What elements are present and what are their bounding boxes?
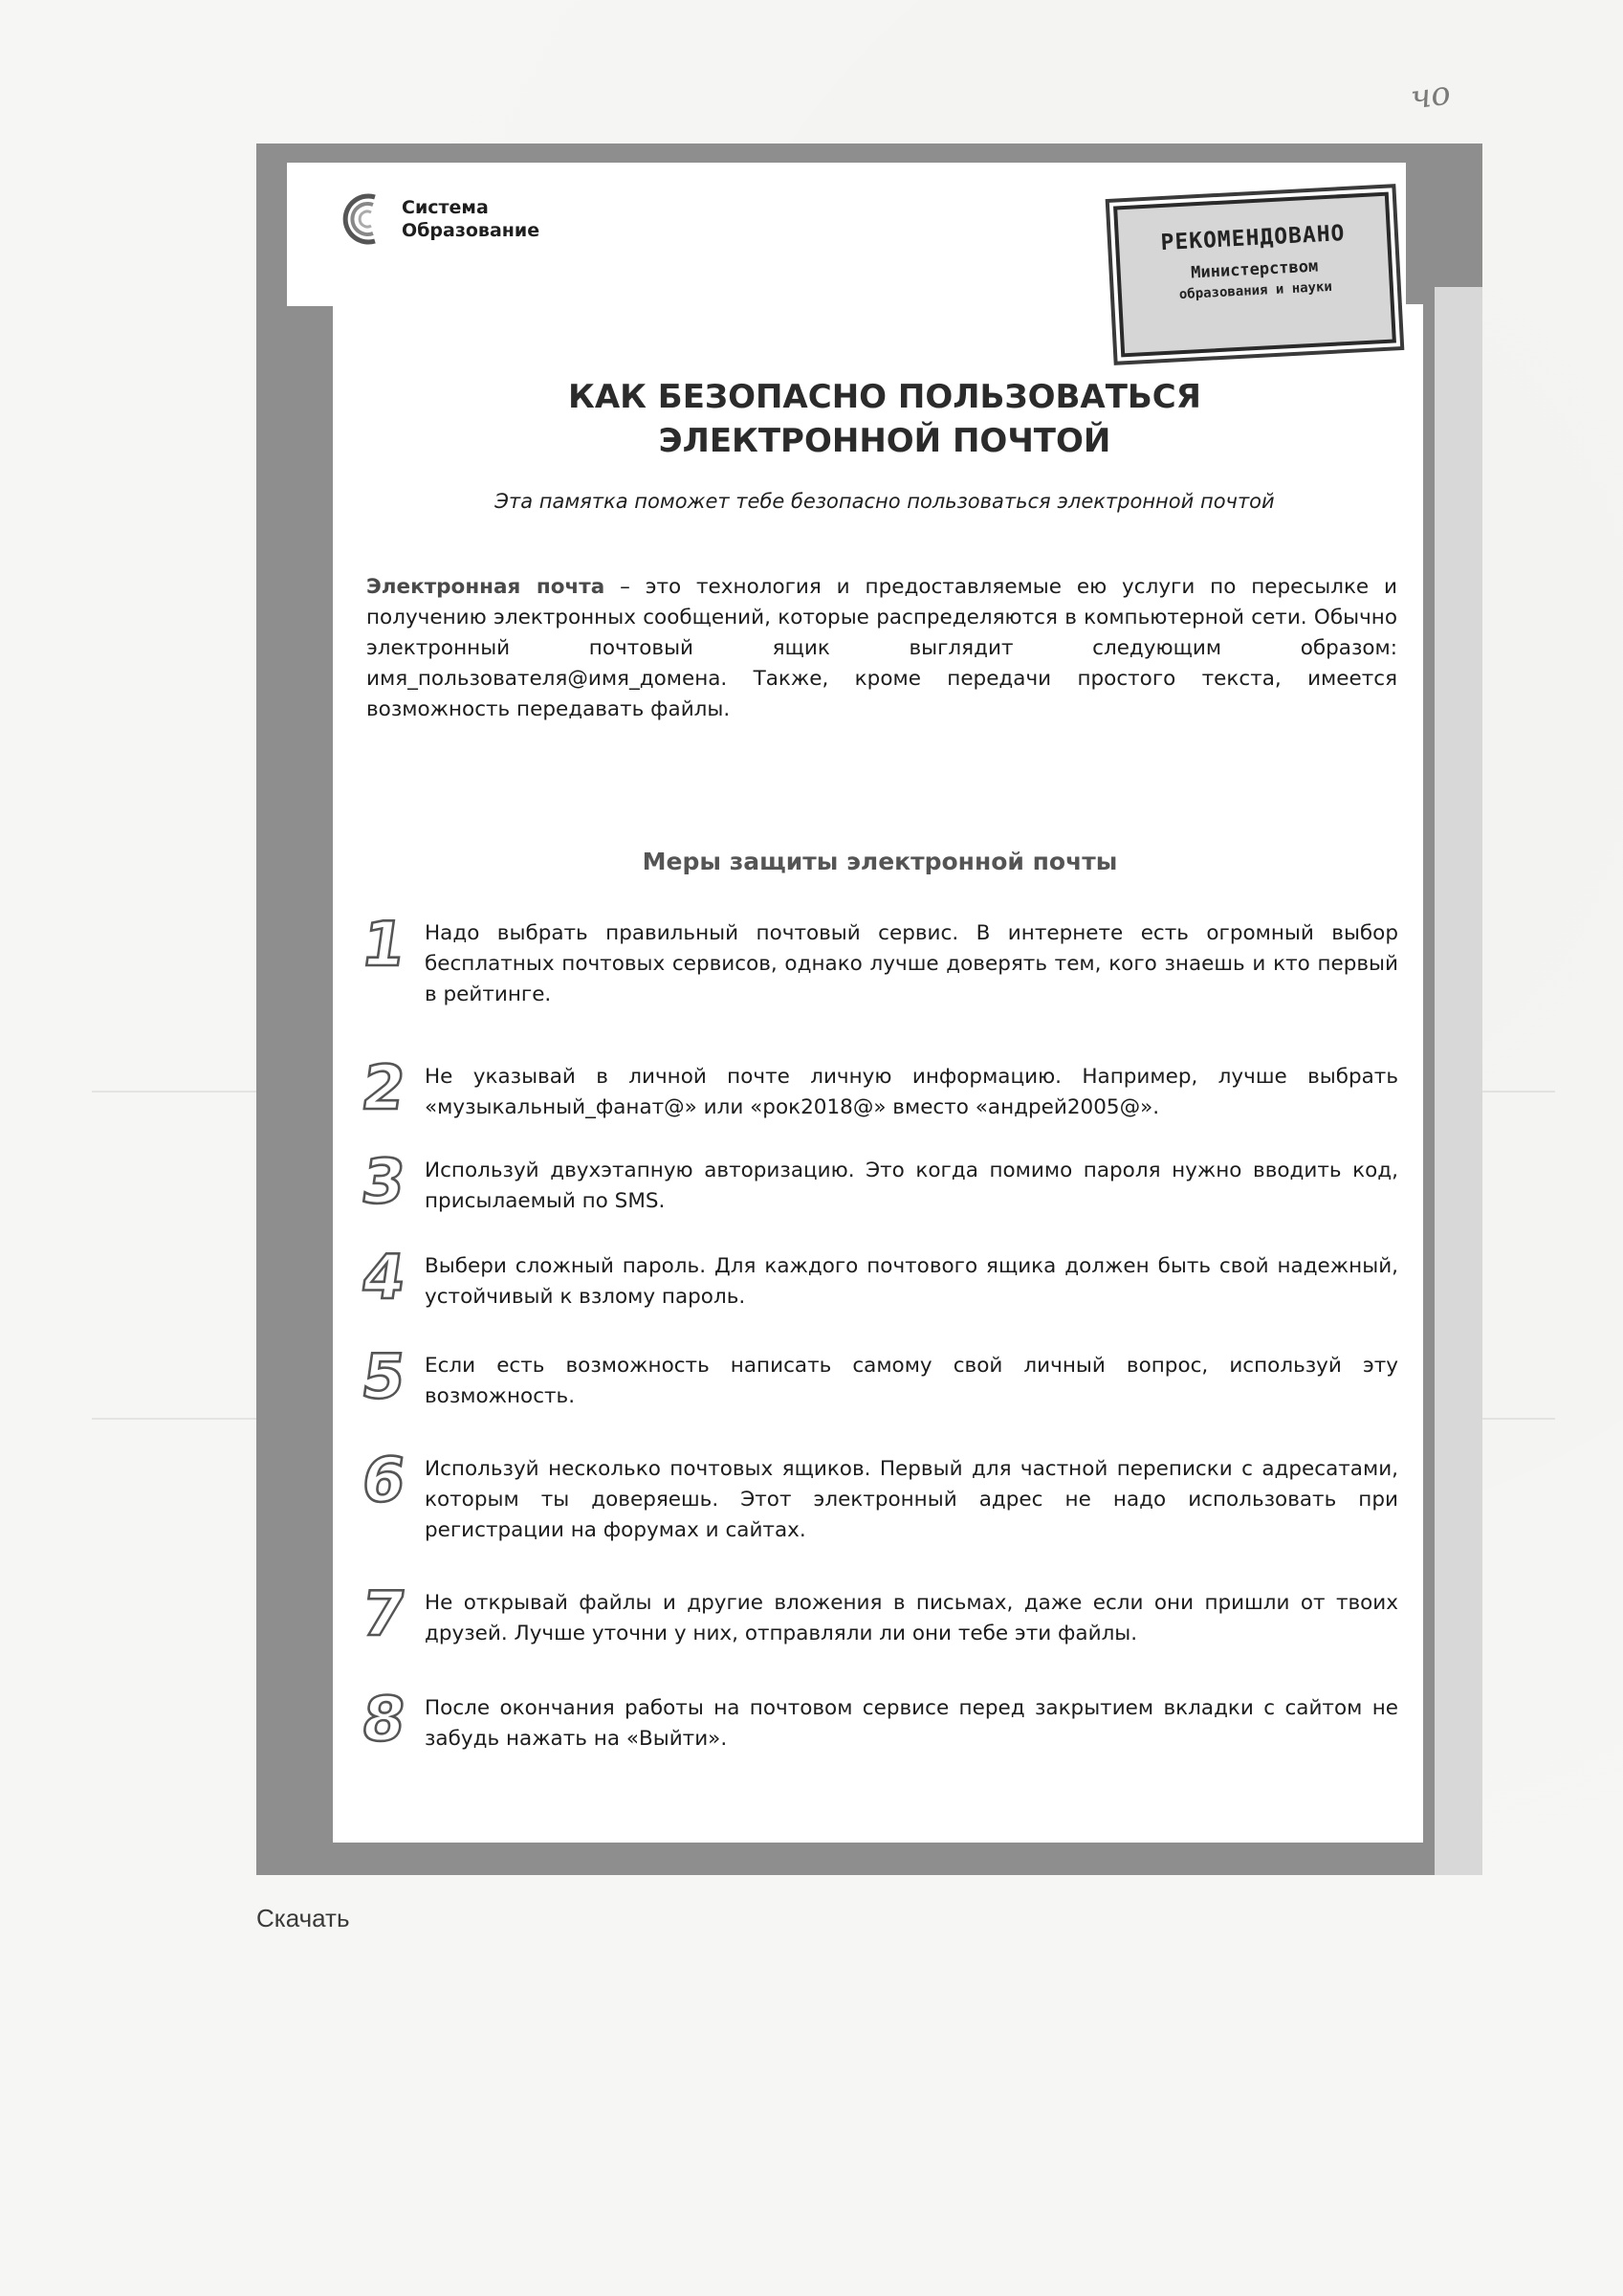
document-title-line1: КАК БЕЗОПАСНО ПОЛЬЗОВАТЬСЯ bbox=[568, 378, 1201, 416]
logo-icon bbox=[337, 191, 392, 247]
intro-body: – это технология и предоставляемые ею услуги по пересылке и получению электронных сообщений, которые распределяются в компьютерной сети. Обычно электронный почтовый ящик выглядит следующим образом: имя_пользователя@имя_домена. Также, кроме передачи простого текста, имеется возможность передавать файлы. bbox=[366, 575, 1397, 721]
intro-term: Электронная почта bbox=[366, 575, 605, 599]
rule-number: 3 bbox=[357, 1147, 410, 1218]
document-title-line2: ЭЛЕКТРОННОЙ ПОЧТОЙ bbox=[658, 422, 1111, 460]
recommended-stamp bbox=[1113, 192, 1396, 358]
document-title bbox=[440, 375, 1329, 463]
rule-text: После окончания работы на почтовом сервисе перед закрытием вкладки с сайтом не забудь нажать на «Выйти». bbox=[425, 1696, 1398, 1751]
rule-text: Используй несколько почтовых ящиков. Первый для частной переписки с адресатами, которым ты доверяешь. Этот электронный адрес не надо использовать при регистрации на форумах и сайтах. bbox=[425, 1457, 1398, 1542]
download-link[interactable]: Скачать bbox=[256, 1904, 350, 1932]
rule-item bbox=[356, 1685, 1400, 1770]
rule-text: Не указывай в личной почте личную информацию. Например, лучше выбрать «музыкальный_фанат@» или «рок2018@» вместо «андрей2005@». bbox=[425, 1065, 1398, 1119]
rule-item bbox=[356, 1579, 1400, 1665]
rule-number: 5 bbox=[357, 1342, 410, 1413]
rule-number: 8 bbox=[357, 1685, 410, 1755]
rule-text: Надо выбрать правильный почтовый сервис. В интернете есть огромный выбор бесплатных почтовых сервисов, однако лучше доверять тем, кого знаешь и кто первый в рейтинге. bbox=[425, 921, 1398, 1006]
rule-item bbox=[356, 910, 1400, 1006]
intro-paragraph bbox=[366, 572, 1397, 725]
rule-number: 7 bbox=[357, 1579, 410, 1650]
rule-item bbox=[356, 1147, 1400, 1232]
rule-number: 4 bbox=[357, 1243, 410, 1314]
rule-text: Не открывай файлы и другие вложения в письмах, даже если они пришли от твоих друзей. Лучше уточни у них, отправляли ли они тебе эти файлы. bbox=[425, 1591, 1398, 1645]
handwritten-note: чо bbox=[1408, 74, 1454, 118]
rule-number: 2 bbox=[357, 1053, 410, 1124]
rule-text: Используй двухэтапную авторизацию. Это когда помимо пароля нужно вводить код, присылаемый по SMS. bbox=[425, 1159, 1398, 1213]
rule-item bbox=[356, 1342, 1400, 1427]
rule-item bbox=[356, 1243, 1400, 1328]
logo-text-line2: Образование bbox=[402, 220, 540, 241]
stamp-line3: образования и науки bbox=[1178, 278, 1333, 303]
rule-number: 1 bbox=[357, 910, 410, 981]
rule-item bbox=[356, 1053, 1400, 1138]
rule-text: Выбери сложный пароль. Для каждого почтового ящика должен быть свой надежный, устойчивый к взлому пароль. bbox=[425, 1254, 1398, 1309]
stamp-line2: Министерством bbox=[1190, 256, 1319, 283]
rule-text: Если есть возможность написать самому свой личный вопрос, используй эту возможность. bbox=[425, 1354, 1398, 1408]
logo-text-line1: Система bbox=[402, 197, 489, 218]
rule-item bbox=[356, 1446, 1400, 1542]
stamp-line1: РЕКОМЕНДОВАНО bbox=[1159, 221, 1347, 256]
document-subtitle: Эта памятка поможет тебе безопасно пользоваться электронной почтой bbox=[494, 490, 1275, 513]
section-title: Меры защиты электронной почты bbox=[642, 848, 1118, 875]
leaflet-border-shadow bbox=[1435, 287, 1482, 1875]
logo bbox=[337, 191, 539, 247]
logo-text bbox=[402, 196, 539, 242]
rule-number: 6 bbox=[357, 1446, 410, 1516]
